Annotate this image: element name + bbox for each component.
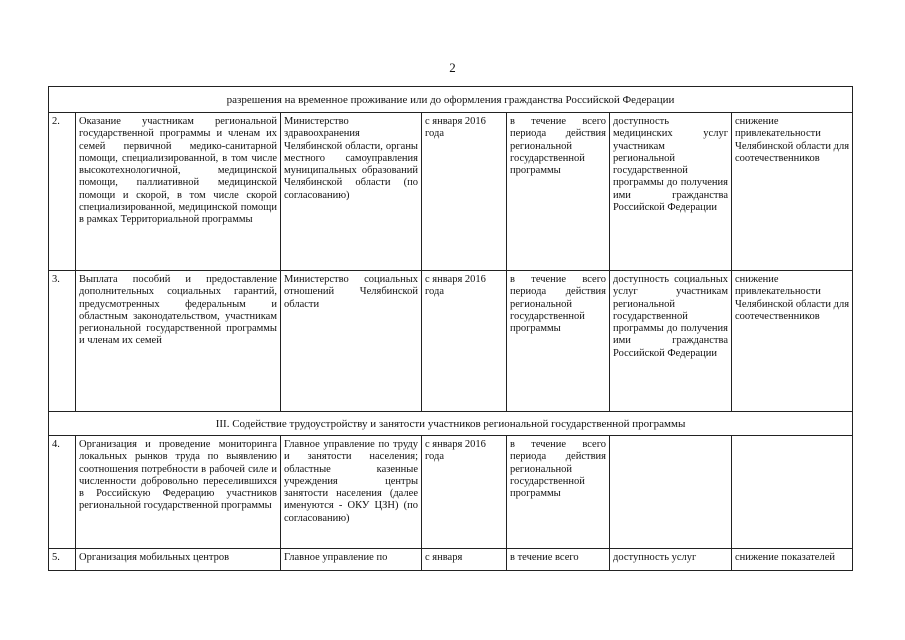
- row-number: 2.: [49, 113, 76, 271]
- risk-cell: [732, 436, 853, 549]
- risk-cell: снижение привлекательности Челябинской области для соотечественников: [732, 113, 853, 271]
- risk-cell: снижение привлекательности Челябинской области для соотечественников: [732, 271, 853, 412]
- executor-cell: Главное управление по труду и занятости населения; областные казенные учреждения центры занятости населения (далее именуются - ОКУ ЦЗН) (по согласованию): [281, 436, 422, 549]
- activity-cell: Оказание участникам региональной государственной программы и членам их семей первичной медико-санитарной помощи, специализированной, в том числе высокотехнологичной, медицинской помощи, паллиативной медицинской помощи и скорой, в том числе скорой специализированной, медицинской помощи в рамках Территориальной программы: [76, 113, 281, 271]
- executor-cell: Министерство социальных отношений Челябинской области: [281, 271, 422, 412]
- table-row: [49, 113, 853, 271]
- activity-cell: Организация мобильных центров: [76, 549, 281, 571]
- section-header-continued: разрешения на временное проживание или до оформления гражданства Российской Федерации: [49, 87, 853, 113]
- term-cell: в течение всего периода действия региональной государственной программы: [507, 436, 610, 549]
- section-header-row: [49, 87, 853, 113]
- start-date-cell: с января 2016 года: [422, 436, 507, 549]
- result-cell: доступность медицинских услуг участникам региональной государственной программы до получения ими гражданства Российской Федерации: [610, 113, 732, 271]
- start-date-cell: с января 2016 года: [422, 271, 507, 412]
- risk-cell: снижение показателей: [732, 549, 853, 571]
- term-cell: в течение всего периода действия региональной государственной программы: [507, 271, 610, 412]
- section-3-header: III. Содействие трудоустройству и занятости участников региональной государственной программы: [49, 412, 853, 436]
- result-cell: доступность услуг: [610, 549, 732, 571]
- row-number: 3.: [49, 271, 76, 412]
- start-date-cell: с января 2016 года: [422, 113, 507, 271]
- activity-cell: Выплата пособий и предоставление дополнительных социальных гарантий, предусмотренных федеральным и областным законодательством, участникам региональной государственной программы и членам их семей: [76, 271, 281, 412]
- result-cell: доступность социальных услуг участникам региональной государственной программы до получения ими гражданства Российской Федерации: [610, 271, 732, 412]
- term-cell: в течение всего: [507, 549, 610, 571]
- activity-cell: Организация и проведение мониторинга локальных рынков труда по выявлению соотношения потребности в рабочей силе и численности добровольно переселившихся в Российскую Федерацию участников региональной государственной программы: [76, 436, 281, 549]
- row-number: 5.: [49, 549, 76, 571]
- table-row: [49, 436, 853, 549]
- table-row: [49, 271, 853, 412]
- executor-cell: Министерство здравоохранения Челябинской области, органы местного самоуправления муниципальных образований Челябинской области (по согласованию): [281, 113, 422, 271]
- executor-cell: Главное управление по: [281, 549, 422, 571]
- table-row: [49, 549, 853, 571]
- page-number: 2: [449, 60, 456, 75]
- section-header-row: [49, 412, 853, 436]
- program-table: [48, 86, 853, 571]
- term-cell: в течение всего периода действия региональной государственной программы: [507, 113, 610, 271]
- row-number: 4.: [49, 436, 76, 549]
- result-cell: [610, 436, 732, 549]
- start-date-cell: с января: [422, 549, 507, 571]
